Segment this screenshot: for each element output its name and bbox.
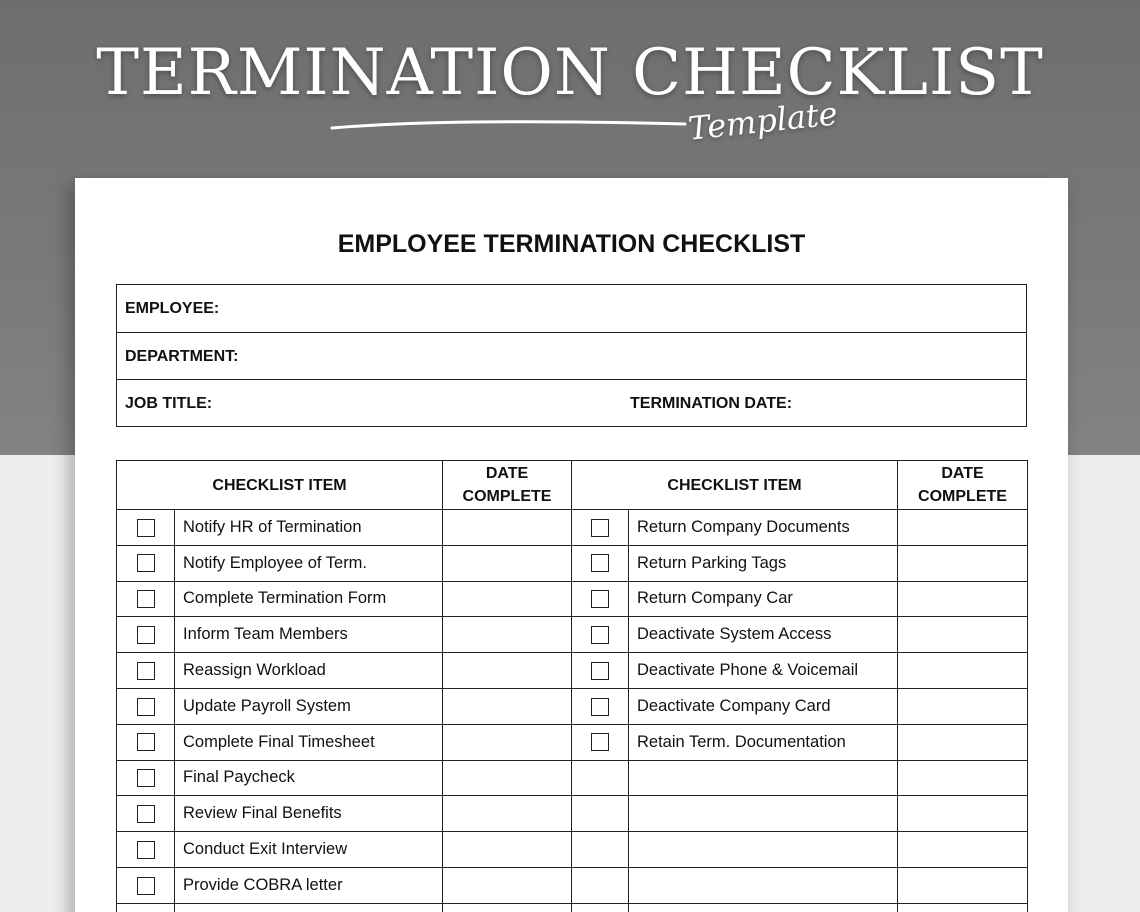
- date-complete-cell[interactable]: [443, 903, 572, 912]
- date-complete-cell[interactable]: [898, 617, 1028, 653]
- date-complete-cell[interactable]: [898, 724, 1028, 760]
- checklist-item-left: Conduct Exit Interview: [175, 832, 443, 868]
- date-complete-cell[interactable]: [443, 867, 572, 903]
- checklist-item-left: Notify HR of Termination: [175, 510, 443, 546]
- checkbox-cell: [572, 510, 629, 546]
- checkbox-cell: [572, 724, 629, 760]
- department-label: DEPARTMENT:: [125, 347, 239, 365]
- checkbox-cell: [117, 617, 175, 653]
- checkbox-cell: [117, 832, 175, 868]
- checkbox-cell: [117, 545, 175, 581]
- checkbox[interactable]: [137, 769, 155, 787]
- checklist-item-right: [629, 832, 898, 868]
- table-row: [117, 581, 1028, 617]
- checklist-table: [116, 460, 1028, 912]
- checkbox[interactable]: [137, 698, 155, 716]
- date-complete-cell[interactable]: [443, 760, 572, 796]
- checklist-item-left: Update Payroll System: [175, 688, 443, 724]
- checkbox-cell: [572, 832, 629, 868]
- checklist-item-left: [175, 903, 443, 912]
- checkbox[interactable]: [137, 662, 155, 680]
- checklist-item-right: Deactivate System Access: [629, 617, 898, 653]
- date-complete-cell[interactable]: [898, 760, 1028, 796]
- checkbox[interactable]: [137, 841, 155, 859]
- date-complete-cell[interactable]: [898, 832, 1028, 868]
- checklist-item-left: Provide COBRA letter: [175, 867, 443, 903]
- checklist-item-right: Deactivate Phone & Voicemail: [629, 653, 898, 689]
- table-header-row: [117, 461, 1028, 510]
- employee-info-box: [116, 284, 1027, 427]
- checkbox-cell: [117, 867, 175, 903]
- table-row: [117, 867, 1028, 903]
- checkbox-cell: [572, 617, 629, 653]
- checkbox[interactable]: [137, 519, 155, 537]
- checklist-item-right: Return Parking Tags: [629, 545, 898, 581]
- checkbox[interactable]: [591, 519, 609, 537]
- checklist-item-right: Retain Term. Documentation: [629, 724, 898, 760]
- table-row: [117, 760, 1028, 796]
- checklist-item-left: Complete Final Timesheet: [175, 724, 443, 760]
- checkbox-cell: [117, 796, 175, 832]
- checkbox[interactable]: [591, 733, 609, 751]
- checkbox-cell: [572, 903, 629, 912]
- table-row: [117, 903, 1028, 912]
- checkbox[interactable]: [591, 662, 609, 680]
- header-date-complete-left: DATE COMPLETE: [443, 461, 572, 510]
- checkbox-cell: [117, 581, 175, 617]
- table-row: [117, 724, 1028, 760]
- job-title-label: JOB TITLE:: [125, 395, 213, 412]
- banner-title: TERMINATION CHECKLIST: [96, 36, 1044, 110]
- checklist-item-left: Final Paycheck: [175, 760, 443, 796]
- date-complete-cell[interactable]: [443, 653, 572, 689]
- checkbox-cell: [572, 760, 629, 796]
- checkbox-cell: [572, 688, 629, 724]
- table-row: [117, 688, 1028, 724]
- checklist-document: [75, 178, 1068, 912]
- checklist-item-right: Return Company Car: [629, 581, 898, 617]
- checkbox-cell: [117, 688, 175, 724]
- header-date-complete-right: DATE COMPLETE: [898, 461, 1028, 510]
- date-complete-cell[interactable]: [443, 617, 572, 653]
- date-complete-cell[interactable]: [443, 545, 572, 581]
- checkbox[interactable]: [591, 590, 609, 608]
- date-complete-cell[interactable]: [898, 545, 1028, 581]
- date-complete-cell[interactable]: [443, 832, 572, 868]
- checkbox-cell: [117, 510, 175, 546]
- table-row: [117, 832, 1028, 868]
- checkbox-cell: [117, 724, 175, 760]
- table-row: [117, 617, 1028, 653]
- date-complete-cell[interactable]: [443, 724, 572, 760]
- date-complete-cell[interactable]: [443, 796, 572, 832]
- employee-row[interactable]: [117, 285, 1026, 333]
- header-checklist-item-left: CHECKLIST ITEM: [117, 461, 443, 510]
- termination-date-label: TERMINATION DATE:: [630, 395, 793, 412]
- checklist-item-left: Complete Termination Form: [175, 581, 443, 617]
- checkbox-cell: [117, 903, 175, 912]
- checkbox-cell: [117, 760, 175, 796]
- checklist-item-right: [629, 903, 898, 912]
- checkbox[interactable]: [137, 554, 155, 572]
- date-complete-cell[interactable]: [443, 510, 572, 546]
- date-complete-cell[interactable]: [898, 510, 1028, 546]
- checklist-item-right: Deactivate Company Card: [629, 688, 898, 724]
- checkbox-cell: [572, 867, 629, 903]
- checkbox-cell: [572, 653, 629, 689]
- checkbox[interactable]: [591, 554, 609, 572]
- checkbox-cell: [572, 545, 629, 581]
- checkbox-cell: [572, 581, 629, 617]
- checklist-item-right: [629, 867, 898, 903]
- header-checklist-item-right: CHECKLIST ITEM: [572, 461, 898, 510]
- checkbox[interactable]: [591, 698, 609, 716]
- date-complete-cell[interactable]: [898, 581, 1028, 617]
- date-complete-cell[interactable]: [443, 688, 572, 724]
- checkbox[interactable]: [137, 733, 155, 751]
- table-row: [117, 653, 1028, 689]
- checklist-item-right: [629, 796, 898, 832]
- date-complete-cell[interactable]: [898, 903, 1028, 912]
- banner-subtitle: Template: [686, 94, 840, 148]
- table-row: [117, 545, 1028, 581]
- table-row: [117, 510, 1028, 546]
- checklist-item-left: Notify Employee of Term.: [175, 545, 443, 581]
- checkbox[interactable]: [137, 805, 155, 823]
- checklist-body: [117, 510, 1028, 912]
- employee-label: EMPLOYEE:: [125, 300, 220, 317]
- checkbox[interactable]: [137, 626, 155, 644]
- swoosh-decoration: [330, 116, 690, 136]
- checklist-item-left: Review Final Benefits: [175, 796, 443, 832]
- checklist-item-left: Reassign Workload: [175, 653, 443, 689]
- checklist-item-right: [629, 760, 898, 796]
- date-complete-cell[interactable]: [898, 796, 1028, 832]
- table-row: [117, 796, 1028, 832]
- checklist-item-left: Inform Team Members: [175, 617, 443, 653]
- checkbox[interactable]: [591, 626, 609, 644]
- checkbox[interactable]: [137, 877, 155, 895]
- checkbox-cell: [117, 653, 175, 689]
- date-complete-cell[interactable]: [443, 581, 572, 617]
- checkbox-cell: [572, 796, 629, 832]
- date-complete-cell[interactable]: [898, 653, 1028, 689]
- date-complete-cell[interactable]: [898, 867, 1028, 903]
- checklist-item-right: Return Company Documents: [629, 510, 898, 546]
- date-complete-cell[interactable]: [898, 688, 1028, 724]
- job-title-row[interactable]: [117, 380, 1026, 428]
- document-title: EMPLOYEE TERMINATION CHECKLIST: [337, 230, 806, 258]
- department-row[interactable]: [117, 333, 1026, 381]
- checkbox[interactable]: [137, 590, 155, 608]
